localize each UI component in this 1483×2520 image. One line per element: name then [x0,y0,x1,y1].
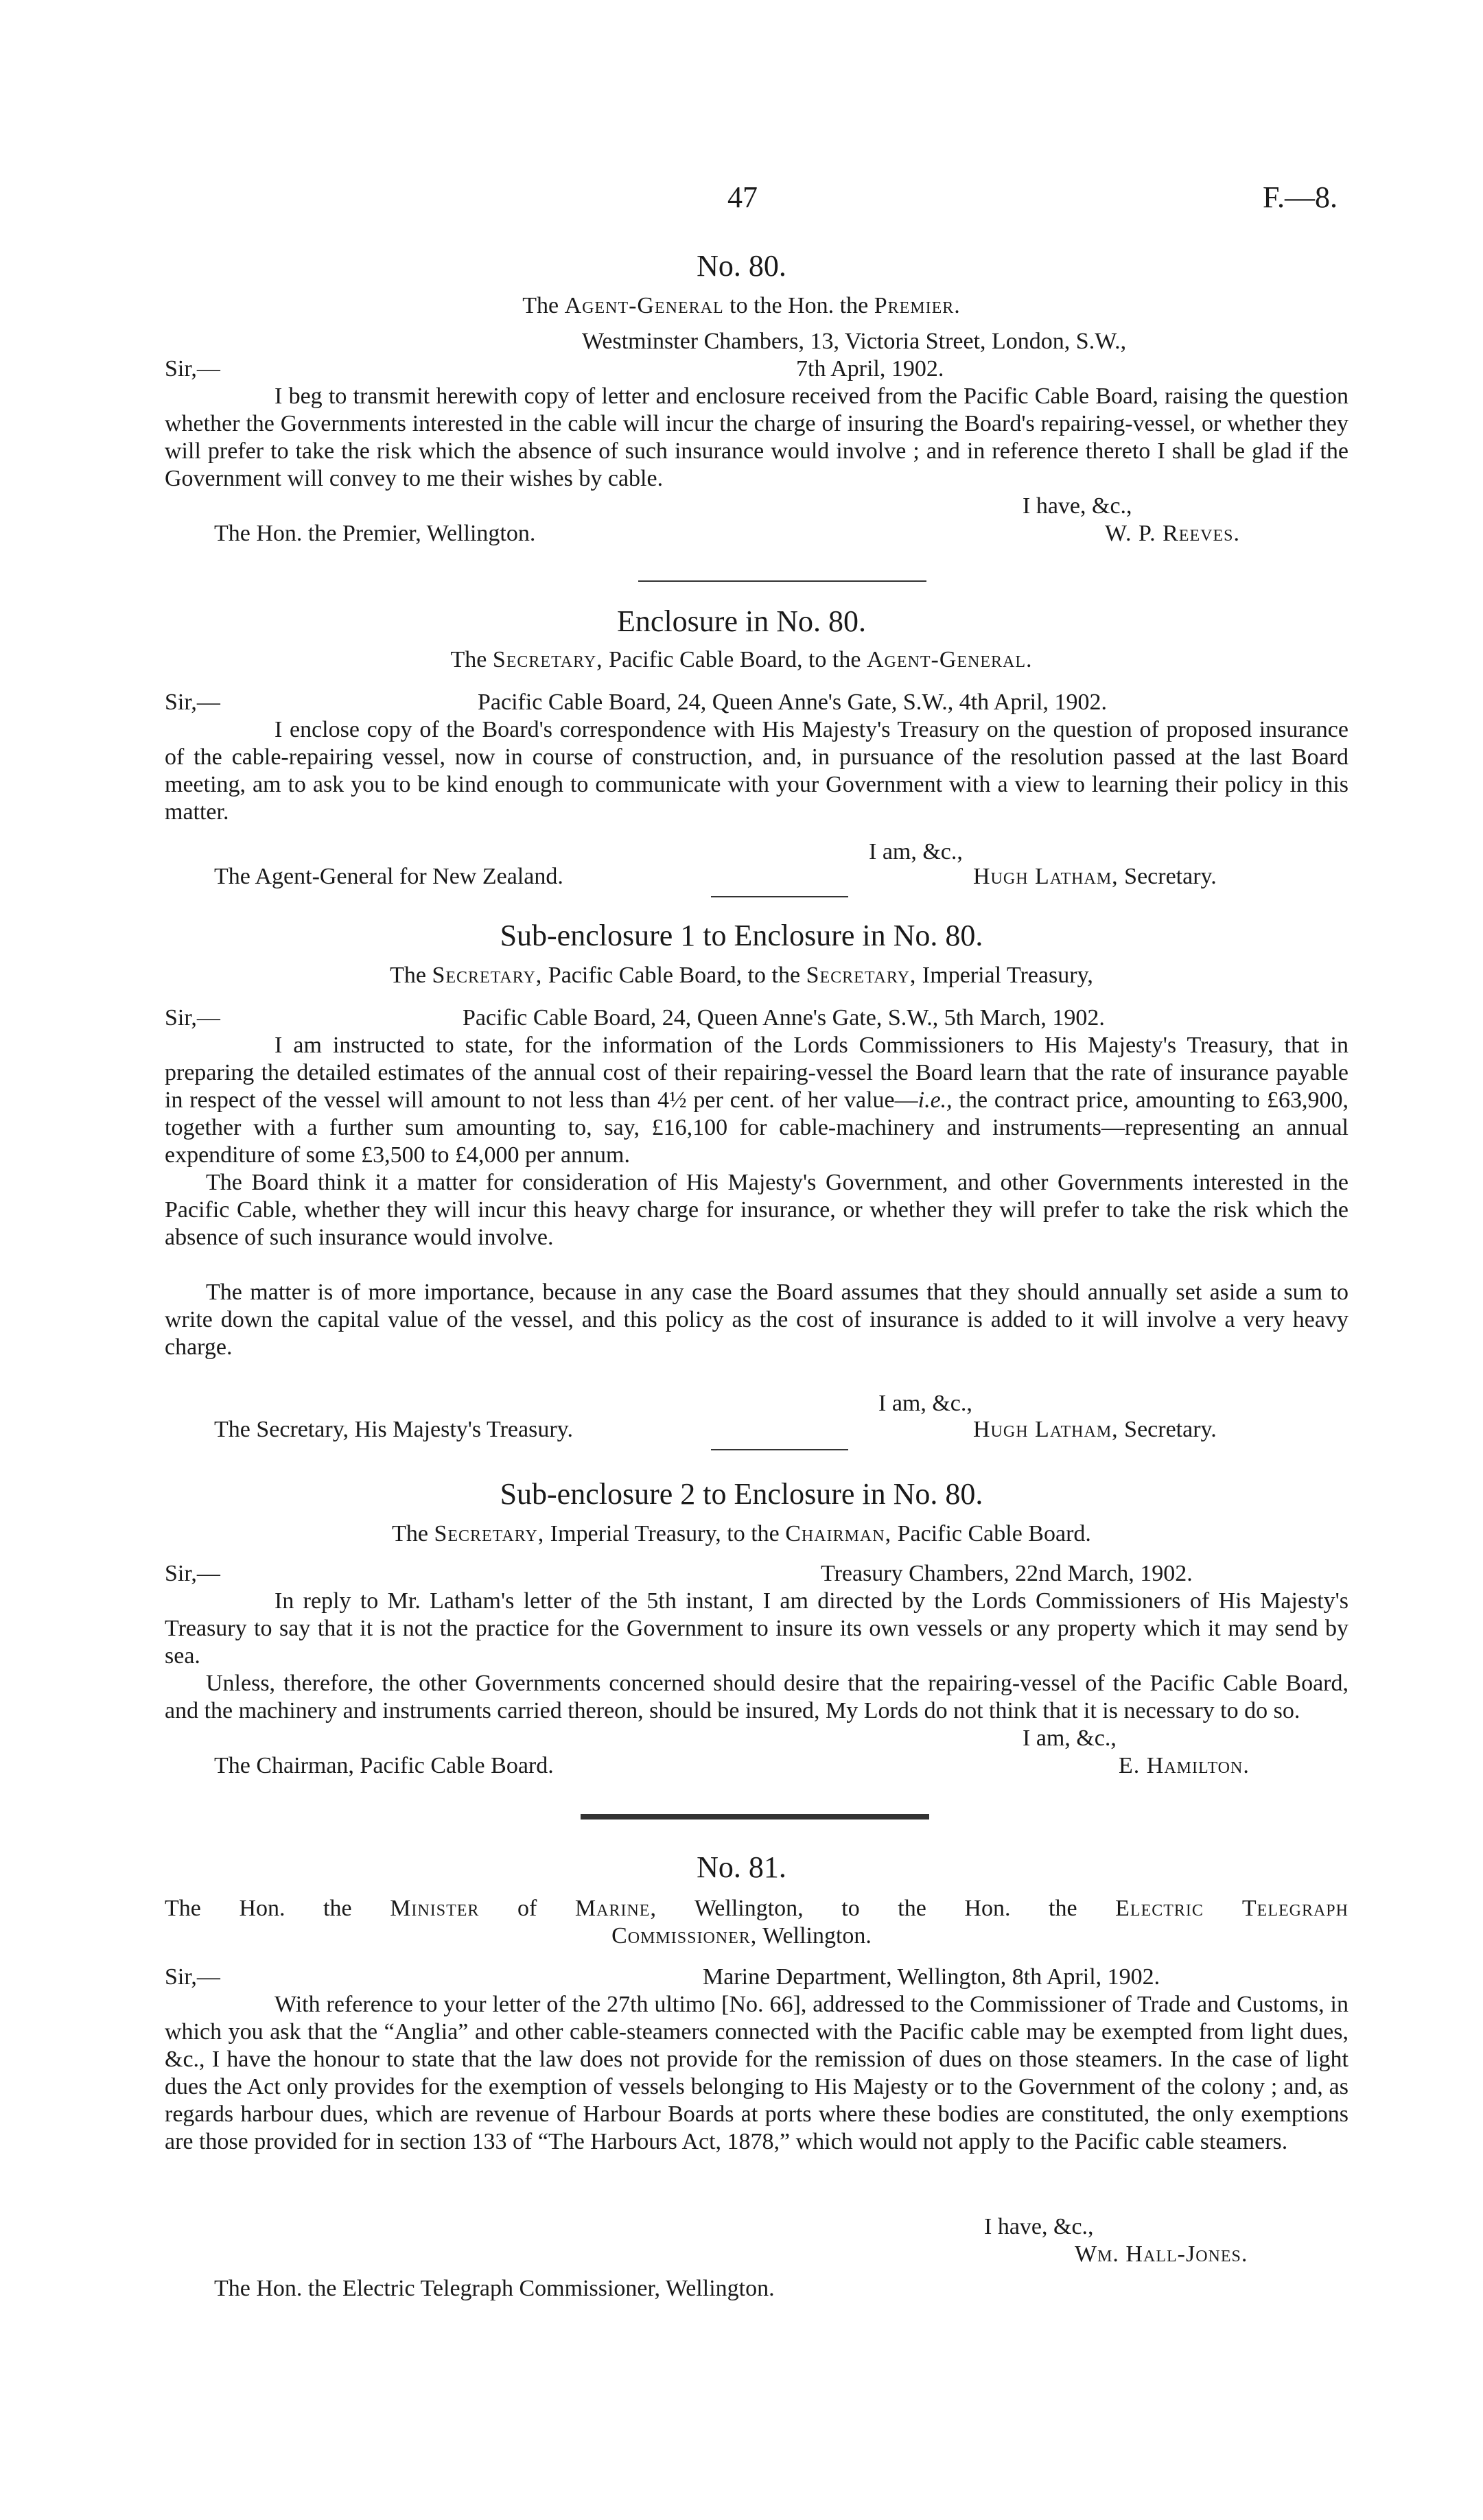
letter-81-closing: I have, &c., [984,2214,1094,2239]
page-number: 47 [727,180,758,214]
enclosure-salutation: Sir,— [165,690,220,715]
letter-81-address-date: Marine Department, Wellington, 8th April, 1902. [703,1964,1160,1990]
sub-enclosure-2-signature: E. Hamilton. [1119,1753,1250,1778]
sub-enclosure-2-heading: Sub-enclosure 2 to Enclosure in No. 80. [500,1477,983,1511]
letter-80-date: 7th April, 1902. [796,356,944,381]
enclosure-from-to: The Secretary, Pacific Cable Board, to the Agent-General. [450,647,1033,672]
letter-81-signature: Wm. Hall-Jones. [1075,2241,1248,2267]
major-section-divider [581,1814,929,1820]
sub-enclosure-1-paragraph-3: The matter is of more importance, because in any case the Board assumes that they should annually set aside a sum to write down the capital value of the vessel, and this policy as the cost of insurance is added to it will involve a very heavy charge. [165,1280,1348,1360]
sub-enclosure-2-paragraph-2: Unless, therefore, the other Governments concerned should desire that the repairing-vessel of the Pacific Cable Board, and the machinery and instruments carried thereon, should be insured, My Lords do not think that it is necessary to do so. [165,1671,1348,1723]
series-reference: F.—8. [1263,180,1338,214]
sub-enclosure-2-paragraph-1: In reply to Mr. Latham's letter of the 5th instant, I am directed by the Lords Commissioners of His Majesty's Treasury to say that it is not the practice for the Government to insure its own vessels or any property which it may send by sea. [165,1588,1348,1669]
sub-enclosure-2-address-date: Treasury Chambers, 22nd March, 1902. [821,1561,1193,1586]
letter-80-closing: I have, &c., [1023,493,1132,519]
sub-enclosure-1-from-to: The Secretary, Pacific Cable Board, to the Secretary, Imperial Treasury, [390,963,1093,988]
enclosure-address-date: Pacific Cable Board, 24, Queen Anne's Gate, S.W., 4th April, 1902. [478,690,1108,715]
sub-enclosure-1-closing: I am, &c., [878,1391,972,1416]
sub-enclosure-1-heading: Sub-enclosure 1 to Enclosure in No. 80. [500,919,983,952]
sub-enclosure-1-paragraph-1: I am instructed to state, for the information of the Lords Commissioners to His Majesty's Treasury, that in preparing the detailed estimates of the annual cost of their repairing-vessel the Board learn that the rate of insurance payable in respect of the vessel will amount to not less than 4½ per cent. of her value—i.e., the contract price, amounting to £63,900, together with a further sum amounting to, say, £16,100 for cable-machinery and instruments—representing an annual expenditure of some £3,500 to £4,000 per annum. [165,1033,1348,1168]
sub-enclosure-1-address-date: Pacific Cable Board, 24, Queen Anne's Gate, S.W., 5th March, 1902. [463,1005,1105,1031]
letter-81-body: With reference to your letter of the 27th ultimo [No. 66], addressed to the Commissioner of Trade and Customs, in which you ask that the “Anglia” and other cable-steamers connected with the Pacific cable may be exempted from light dues, &c., I have the honour to state that the law does not provide for the remission of dues on those steamers. In the case of light dues the Act only provides for the exemption of vessels belonging to His Majesty or to the Government of the colony ; and, as regards harbour dues, which are revenue of Harbour Boards at ports where these bodies are constituted, the only exemptions are those provided for in section 133 of “The Harbours Act, 1878,” which would not apply to the Pacific cable steamers. [165,1992,1348,2154]
enclosure-heading: Enclosure in No. 80. [617,604,866,638]
sub-enclosure-2-from-to: The Secretary, Imperial Treasury, to the Chairman, Pacific Cable Board. [392,1521,1091,1546]
letter-80-body: I beg to transmit herewith copy of letter and enclosure received from the Pacific Cable Board, raising the question whether the Governments interested in the cable will incur the charge of insuring the Board's repairing-vessel, or whether they will prefer to take the risk which the absence of such insurance would involve ; and in reference thereto I shall be glad if the Government will convey to me their wishes by cable. [165,384,1348,491]
letter-80-addressee: The Hon. the Premier, Wellington. [214,521,536,546]
sub-enclosure-1-paragraph-2: The Board think it a matter for consideration of His Majesty's Government, and other Governments interested in the Pacific Cable, whether they will incur this heavy charge for insurance, or whether they will prefer to take the risk which the absence of such insurance would involve. [165,1170,1348,1250]
letter-80-heading: No. 80. [697,249,786,283]
enclosure-closing: I am, &c., [869,839,963,864]
sub-enclosure-2-closing: I am, &c., [1023,1726,1117,1751]
enclosure-addressee: The Agent-General for New Zealand. [214,864,563,889]
letter-81-heading: No. 81. [697,1850,786,1884]
enclosure-body: I enclose copy of the Board's correspondence with His Majesty's Treasury on the question of proposed insurance of the cable-repairing vessel, now in course of construction, and, in pursuance of the resolution passed at the last Board meeting, am to ask you to be kind enough to communicate with your Government with a view to learning their policy in this matter. [165,717,1348,825]
letter-81-addressee: The Hon. the Electric Telegraph Commissioner, Wellington. [214,2276,775,2301]
sub-enclosure-1-salutation: Sir,— [165,1005,220,1031]
letter-80-from-to: The Agent-General to the Hon. the Premier. [522,293,961,318]
letter-81-from-to-line-1: The Hon. the Minister of Marine, Wellington, to the Hon. the Electric Telegraph [165,1896,1348,1921]
sub-enclosure-1-signature: Hugh Latham, Secretary. [973,1417,1217,1442]
enclosure-signature: Hugh Latham, Secretary. [973,864,1217,889]
section-divider [638,580,926,582]
sub-enclosure-2-salutation: Sir,— [165,1561,220,1586]
letter-81-salutation: Sir,— [165,1964,220,1990]
letter-80-address: Westminster Chambers, 13, Victoria Street, London, S.W., [582,329,1127,354]
section-divider-short [711,896,848,897]
letter-80-salutation: Sir,— [165,356,220,381]
letter-80-signature: W. P. Reeves. [1105,521,1240,546]
sub-enclosure-1-addressee: The Secretary, His Majesty's Treasury. [214,1417,573,1442]
section-divider-short [711,1449,848,1450]
letter-81-from-to-line-2: Commissioner, Wellington. [611,1923,872,1948]
sub-enclosure-2-addressee: The Chairman, Pacific Cable Board. [214,1753,554,1778]
